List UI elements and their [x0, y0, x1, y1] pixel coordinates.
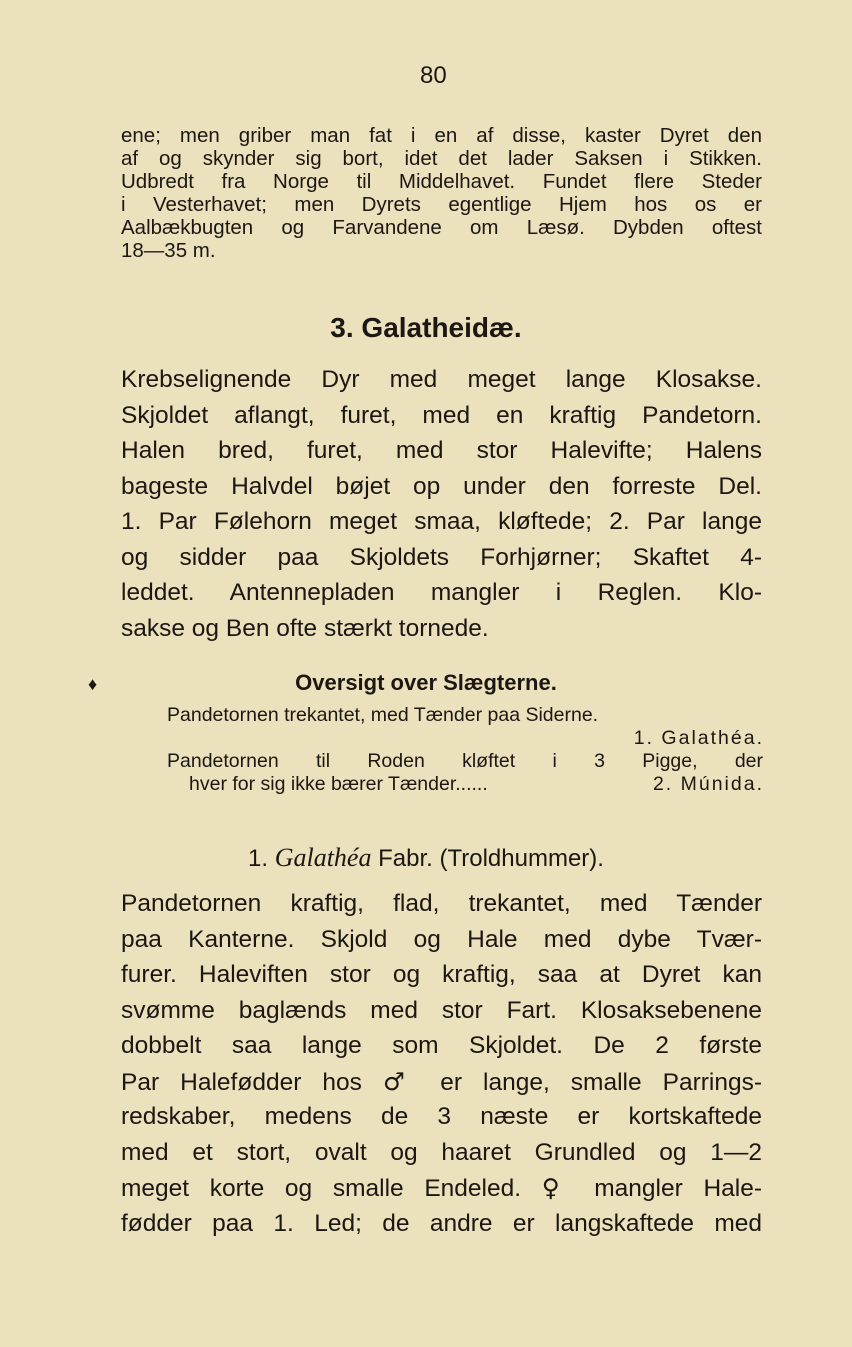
text-fragment: er lange, smalle Parrings- [440, 1068, 762, 1096]
text-line: dobbelt saa lange som Skjoldet. De 2 første [121, 1032, 762, 1059]
text-line: Halen bred, furet, med stor Halevifte; Halens [121, 437, 762, 464]
intro-paragraph [121, 124, 762, 262]
text-line [121, 1064, 762, 1100]
genus-number: 1. [248, 845, 269, 872]
text-line: Skjoldet aflangt, furet, med en kraftig Pandetorn. [121, 401, 762, 429]
text-line: svømme baglænds med stor Fart. Klosaksebenene [121, 996, 762, 1024]
key-result: 2. Múnida. [652, 773, 764, 795]
text-fragment: Par Halefødder hos [121, 1068, 362, 1096]
key-line: Pandetornen til Roden kløftet i 3 Pigge, der [167, 750, 763, 772]
key-line: Pandetornen trekantet, med Tænder paa Siderne. [167, 704, 599, 726]
key-line: hver for sig ikke bærer Tænder...... [189, 773, 488, 795]
text-line: leddet. Antennepladen mangler i Reglen. Klo- [121, 579, 762, 606]
text-line: med et stort, ovalt og haaret Grundled og 1—2 [121, 1138, 762, 1166]
page-number: 80 [420, 62, 447, 89]
text-line: sakse og Ben ofte stærkt tornede. [121, 614, 489, 642]
text-line: af og skynder sig bort, idet det lader Saksen i Stikken. [121, 147, 762, 170]
text-line: fødder paa 1. Led; de andre er langskaftede med [121, 1209, 762, 1237]
key-result: 1. Galathéa. [633, 727, 764, 749]
text-line: 18—35 m. [121, 239, 216, 262]
text-line: og sidder paa Skjoldets Forhjørner; Skaftet 4- [121, 543, 762, 571]
text-line: Aalbækbugten og Farvandene om Læsø. Dybden oftest [121, 216, 762, 239]
text-line: paa Kanterne. Skjold og Hale med dybe Tvær- [121, 925, 762, 953]
male-symbol: ♂ [382, 1066, 420, 1096]
text-line: i Vesterhavet; men Dyrets egentlige Hjem hos os er [121, 193, 762, 216]
genus-description [121, 886, 762, 1241]
text-fragment: meget korte og smalle Endeled. [121, 1175, 522, 1202]
text-line: furer. Haleviften stor og kraftig, saa at Dyret kan [121, 961, 762, 988]
female-symbol: ♀ [541, 1173, 574, 1202]
text-line: bageste Halvdel bøjet op under den forreste Del. [121, 472, 762, 500]
family-description [121, 362, 762, 646]
text-line: redskaber, medens de 3 næste er kortskaftede [121, 1103, 762, 1130]
stray-mark: ♦ [88, 674, 98, 694]
text-line: Krebselignende Dyr med meget lange Klosakse. [121, 366, 762, 393]
text-line: Pandetornen kraftig, flad, trekantet, med Tænder [121, 890, 762, 917]
text-line: Udbredt fra Norge til Middelhavet. Fundet flere Steder [121, 170, 762, 193]
genus-heading [0, 843, 852, 873]
genus-name: Galathéa [274, 843, 372, 872]
text-fragment: mangler Hale- [594, 1175, 762, 1202]
text-line: ene; men griber man fat i en af disse, kaster Dyret den [121, 124, 762, 147]
text-line: 1. Par Følehorn meget smaa, kløftede; 2. Par lange [121, 508, 762, 535]
text-line [121, 1170, 762, 1206]
family-heading: 3. Galatheidæ. [330, 312, 522, 343]
key-title: Oversigt over Slægterne. [295, 670, 557, 695]
genus-authority: Fabr. (Troldhummer). [378, 845, 604, 872]
